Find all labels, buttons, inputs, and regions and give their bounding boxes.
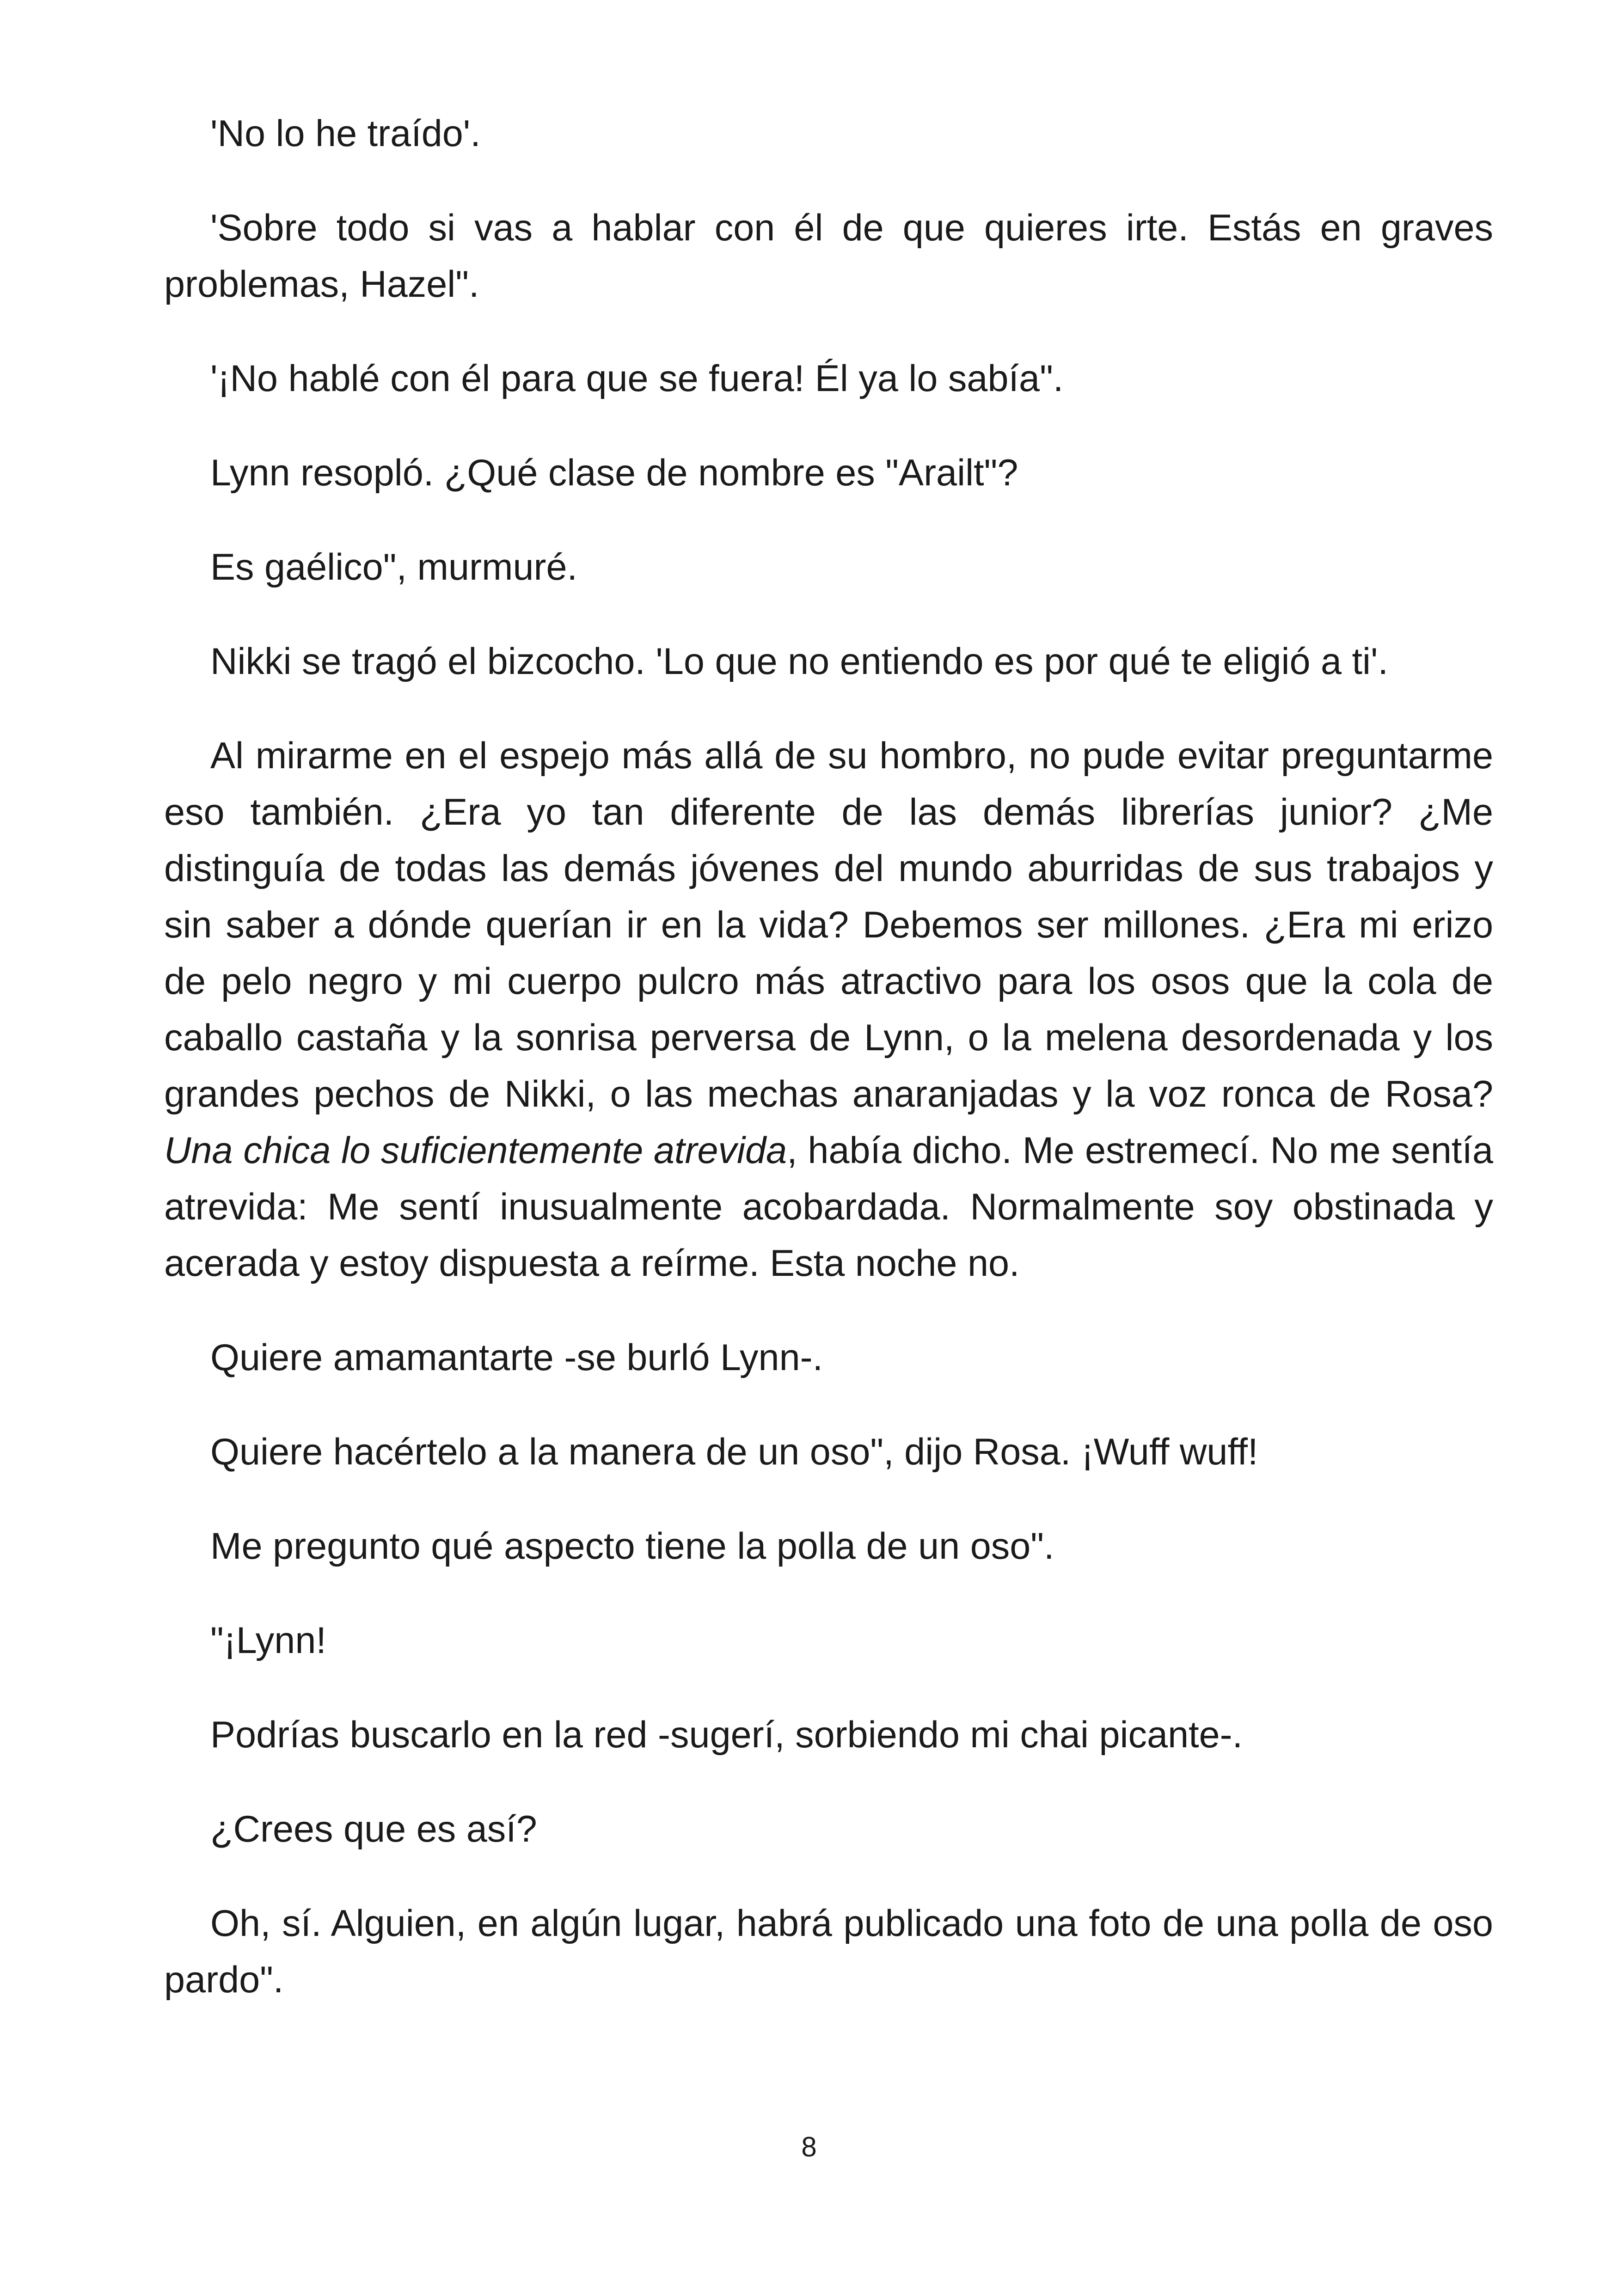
body-text	[164, 105, 1493, 2046]
paragraph: Lynn resopló. ¿Qué clase de nombre es "Arailt"?	[210, 452, 1018, 494]
paragraph: Nikki se tragó el bizcocho. 'Lo que no entiendo es por qué te eligió a ti'.	[210, 641, 1389, 682]
paragraph: Quiere amamantarte -se burló Lynn-.	[210, 1337, 823, 1378]
paragraph: Quiere hacértelo a la manera de un oso", dijo Rosa. ¡Wuff wuff!	[210, 1431, 1258, 1473]
paragraph: Me pregunto qué aspecto tiene la polla de un oso".	[210, 1525, 1054, 1567]
paragraph: ¿Crees que es así?	[210, 1808, 537, 1850]
paragraph: 'No lo he traído'.	[210, 113, 481, 154]
italic-phrase: Una chica lo suficientemente atrevida	[164, 1130, 787, 1171]
paragraph-text: Al mirarme en el espejo más allá de su hombro, no pude evitar preguntarme eso también. ¿Era yo tan diferente de las demás librerías junior? ¿Me distinguía de todas las demás jóvenes del mundo aburridas de sus trabajos y sin saber a dónde querían ir en la vida? Debemos ser millones. ¿Era mi erizo de pelo negro y mi cuerpo pulcro más atractivo para los osos que la cola de caballo castaña y la sonrisa perversa de Lynn, o la melena desordenada y los grandes pechos de Nikki, o las mechas anaranjadas y la voz ronca de Rosa?	[164, 735, 1493, 1115]
paragraph-text: , había dicho. Me estremecí. No me sentía atrevida: Me sentí inusualmente acobardada. Normalmente soy obstinada y acerada y estoy dispuesta a reírme. Esta noche no.	[164, 1130, 1493, 1284]
page-number: 8	[801, 2131, 817, 2162]
paragraph: Es gaélico", murmuré.	[210, 546, 578, 588]
paragraph-with-italic	[164, 728, 1493, 1292]
paragraph: '¡No hablé con él para que se fuera! Él ya lo sabía".	[210, 358, 1064, 399]
paragraph: 'Sobre todo si vas a hablar con él de que quieres irte. Estás en graves problemas, Hazel".	[164, 207, 1493, 305]
paragraph: "¡Lynn!	[210, 1620, 326, 1661]
paragraph: Podrías buscarlo en la red -sugerí, sorbiendo mi chai picante-.	[210, 1714, 1243, 1756]
paragraph: Oh, sí. Alguien, en algún lugar, habrá publicado una foto de una polla de oso pardo".	[164, 1903, 1493, 2001]
